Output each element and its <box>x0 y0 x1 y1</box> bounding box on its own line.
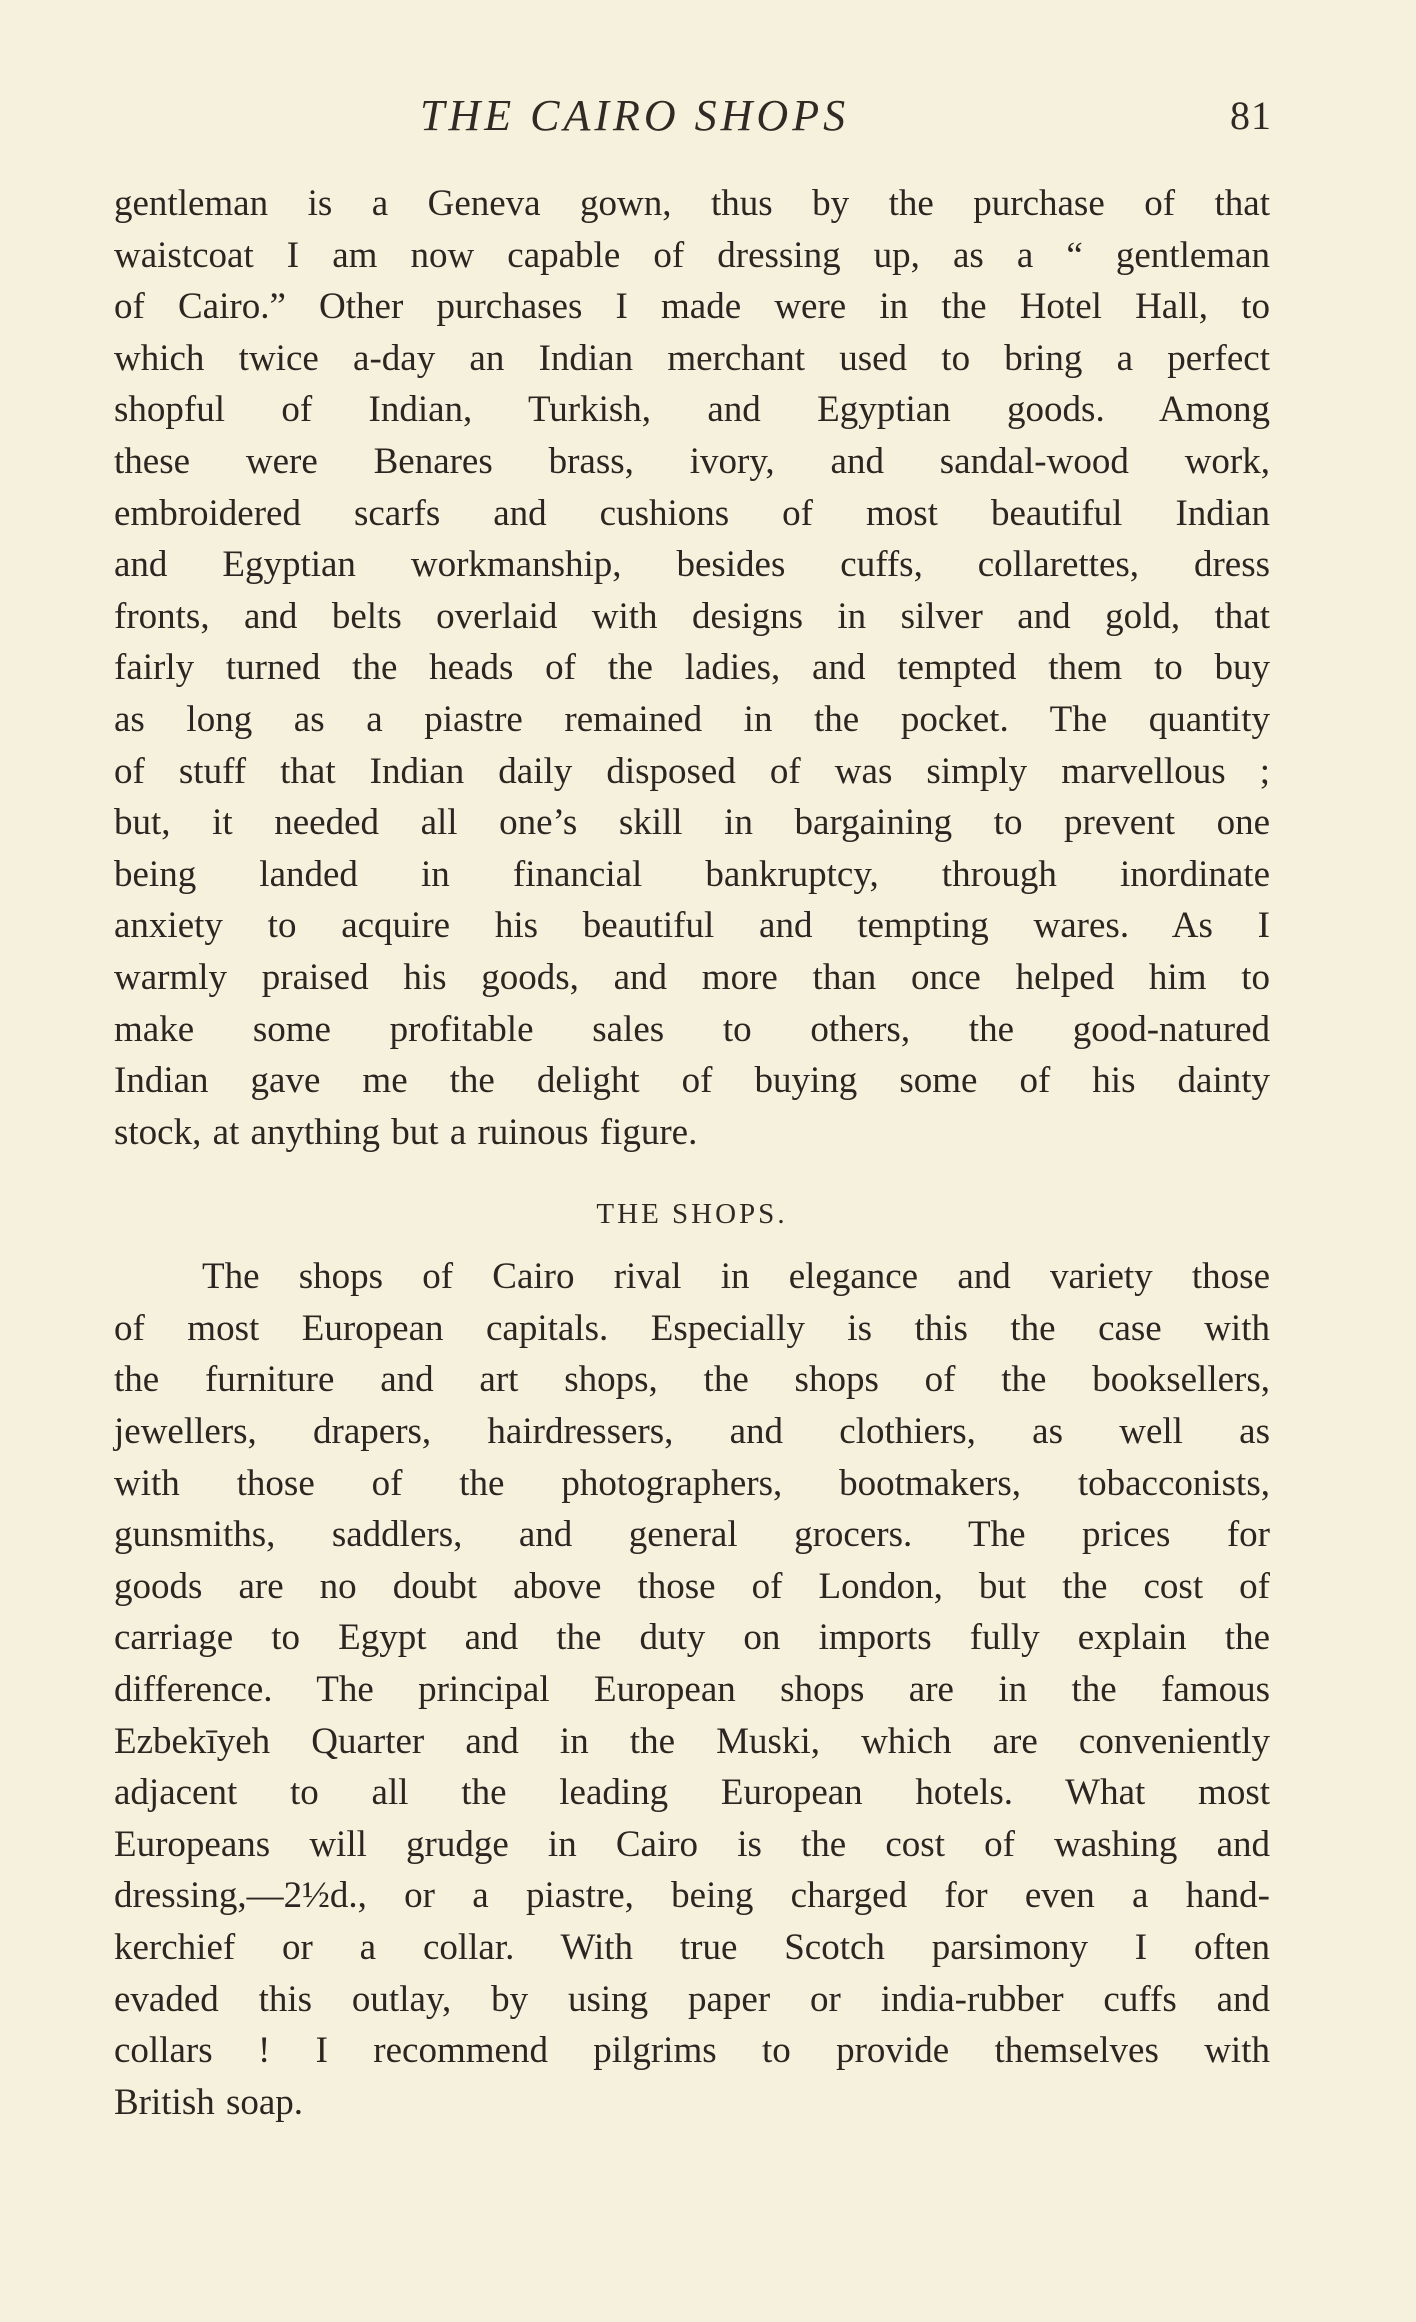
text-line: which twice a-day an Indian merchant used to bring a perfect <box>114 337 1270 379</box>
text-line: collars ! I recommend pilgrims to provide themselves with <box>114 2030 1270 2072</box>
text-line: with those of the photographers, bootmakers, tobacconists, <box>114 1462 1270 1504</box>
text-line: of stuff that Indian daily disposed of was simply marvellous ; <box>114 750 1270 792</box>
text-line: gentleman is a Geneva gown, thus by the purchase of that <box>114 183 1270 224</box>
text-line: being landed in financial bankruptcy, through inordinate <box>114 853 1270 895</box>
text-line: fronts, and belts overlaid with designs in silver and gold, that <box>114 595 1270 637</box>
body-text <box>114 178 1270 2128</box>
text-line: and Egyptian workmanship, besides cuffs, collarettes, dress <box>114 544 1270 586</box>
text-line: carriage to Egypt and the duty on imports fully explain the <box>114 1617 1270 1659</box>
text-line: embroidered scarfs and cushions of most beautiful Indian <box>114 492 1270 534</box>
text-line: Europeans will grudge in Cairo is the cost of washing and <box>114 1823 1270 1865</box>
running-head <box>0 90 1416 150</box>
text-line: shopful of Indian, Turkish, and Egyptian goods. Among <box>114 389 1270 431</box>
text-line: adjacent to all the leading European hotels. What most <box>114 1772 1270 1814</box>
paragraph-merchant <box>114 178 1270 1158</box>
text-line: Ezbekīyeh Quarter and in the Muski, which are conveniently <box>114 1720 1270 1762</box>
text-line: waistcoat I am now capable of dressing up, as a “ gentleman <box>114 234 1270 276</box>
text-line: the furniture and art shops, the shops of the booksellers, <box>114 1359 1270 1401</box>
text-line: warmly praised his goods, and more than once helped him to <box>114 956 1270 998</box>
text-line: jewellers, drapers, hairdressers, and clothiers, as well as <box>114 1411 1270 1453</box>
text-line: these were Benares brass, ivory, and sandal-wood work, <box>114 440 1270 482</box>
text-line: make some profitable sales to others, the good-natured <box>114 1008 1270 1050</box>
text-line: Indian gave me the delight of buying some of his dainty <box>114 1060 1270 1102</box>
text-line: difference. The principal European shops are in the famous <box>114 1669 1270 1711</box>
section-heading: THE SHOPS. <box>596 1198 788 1231</box>
paragraph-shops <box>114 1251 1270 2128</box>
text-line: of most European capitals. Especially is this the case with <box>114 1307 1270 1349</box>
text-line: anxiety to acquire his beautiful and tempting wares. As I <box>114 905 1270 947</box>
text-line: of Cairo.” Other purchases I made were in the Hotel Hall, to <box>114 286 1270 328</box>
text-line: but, it needed all one’s skill in bargaining to prevent one <box>114 802 1270 844</box>
running-title: THE CAIRO SHOPS <box>420 91 850 140</box>
text-line: The shops of Cairo rival in elegance and variety those <box>202 1256 1270 1298</box>
text-line: gunsmiths, saddlers, and general grocers. The prices for <box>114 1514 1270 1556</box>
text-line: evaded this outlay, by using paper or india-rubber cuffs and <box>114 1978 1270 2020</box>
text-line: kerchief or a collar. With true Scotch parsimony I often <box>114 1927 1270 1968</box>
text-line: goods are no doubt above those of London, but the cost of <box>114 1565 1270 1607</box>
text-line: stock, at anything but a ruinous figure. <box>114 1111 698 1153</box>
text-line: British soap. <box>114 2081 304 2123</box>
text-line: fairly turned the heads of the ladies, and tempted them to buy <box>114 647 1270 689</box>
text-line: as long as a piastre remained in the pocket. The quantity <box>114 698 1270 740</box>
text-line: dressing,—2½d., or a piastre, being charged for even a hand- <box>114 1875 1270 1917</box>
page-number: 81 <box>1230 93 1272 138</box>
